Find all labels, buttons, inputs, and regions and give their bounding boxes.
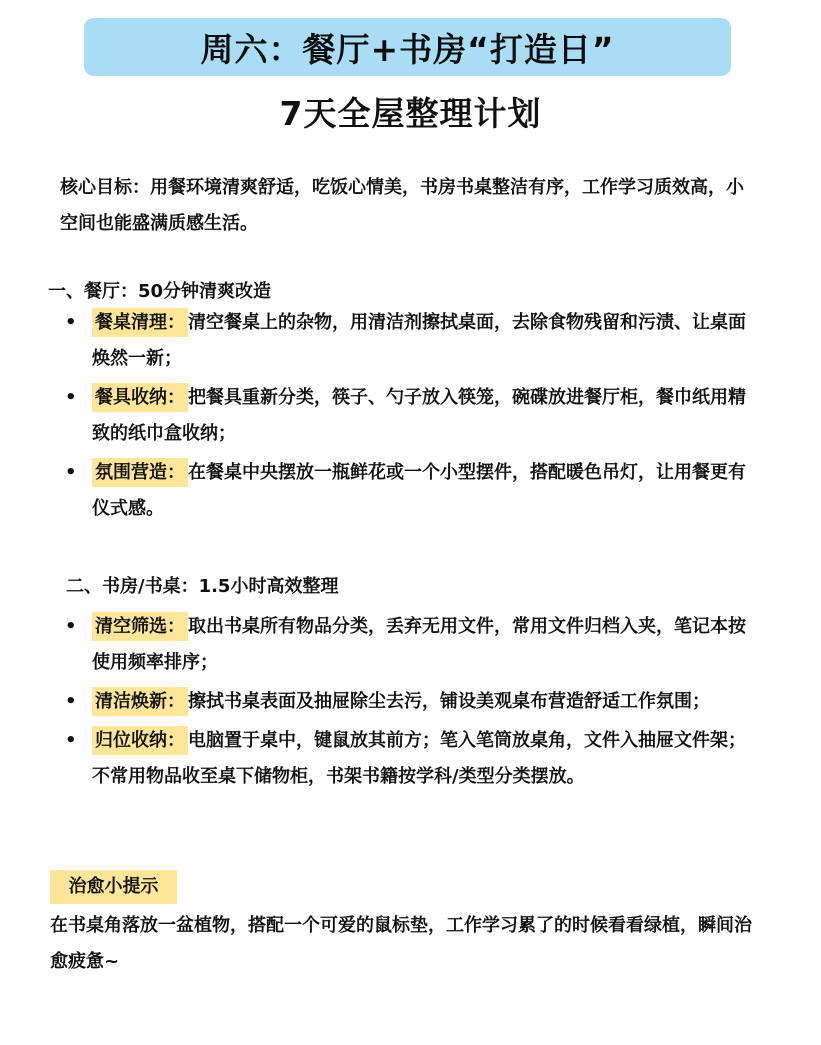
task-tag: 餐桌清理：: [92, 308, 188, 337]
bullet-icon: •: [65, 462, 77, 483]
section-heading-study: 二、书房/书桌：1.5小时高效整理: [66, 576, 339, 597]
task-tag: 清空筛选：: [92, 612, 188, 641]
list-item: [60, 380, 760, 452]
list-item: [60, 609, 760, 681]
list-item: [60, 684, 760, 720]
list-item: [60, 305, 760, 377]
list-item: [60, 723, 760, 795]
section-heading-dining: 一、餐厅：50分钟清爽改造: [48, 281, 272, 302]
tip-label: 治愈小提示: [50, 870, 177, 904]
page-title: 周六：餐厅+书房“打造日”: [200, 29, 615, 69]
task-tag: 清洁焕新：: [92, 687, 188, 716]
task-text: 清空餐桌上的杂物，用清洁剂擦拭桌面，去除食物残留和污渍、让桌面焕然一新；: [92, 312, 746, 369]
bullet-icon: •: [65, 691, 77, 712]
page-subtitle: 7天全屋整理计划: [279, 94, 542, 133]
task-text: 电脑置于桌中，键鼠放其前方；笔入笔筒放桌角，文件入抽屉文件架；不常用物品收至桌下储物柜，书架书籍按学科/类型分类摆放。: [92, 730, 746, 787]
dining-task-list: [60, 305, 760, 530]
bullet-icon: •: [65, 616, 77, 637]
task-tag: 餐具收纳：: [92, 383, 188, 412]
task-tag: 氛围营造：: [92, 458, 188, 487]
task-text: 取出书桌所有物品分类，丢弃无用文件，常用文件归档入夹，笔记本按使用频率排序；: [92, 616, 746, 673]
bullet-icon: •: [65, 387, 77, 408]
core-goal-text: 核心目标：用餐环境清爽舒适，吃饭心情美，书房书桌整洁有序，工作学习质效高，小空间也能盛满质感生活。: [60, 177, 744, 234]
tip-text: 在书桌角落放一盆植物，搭配一个可爱的鼠标垫，工作学习累了的时候看看绿植，瞬间治愈疲惫~: [50, 915, 752, 972]
bullet-icon: •: [65, 730, 77, 751]
list-item: [60, 455, 760, 527]
task-text: 把餐具重新分类，筷子、勺子放入筷笼，碗碟放进餐厅柜，餐巾纸用精致的纸巾盒收纳；: [92, 387, 746, 444]
task-text: 在餐桌中央摆放一瓶鲜花或一个小型摆件，搭配暖色吊灯，让用餐更有仪式感。: [92, 462, 746, 519]
bullet-icon: •: [65, 312, 77, 333]
title-banner: [84, 18, 731, 76]
task-tag: 归位收纳：: [92, 726, 188, 755]
study-task-list: [60, 609, 760, 798]
task-text: 擦拭书桌表面及抽屉除尘去污，铺设美观桌布营造舒适工作氛围；: [188, 691, 710, 712]
